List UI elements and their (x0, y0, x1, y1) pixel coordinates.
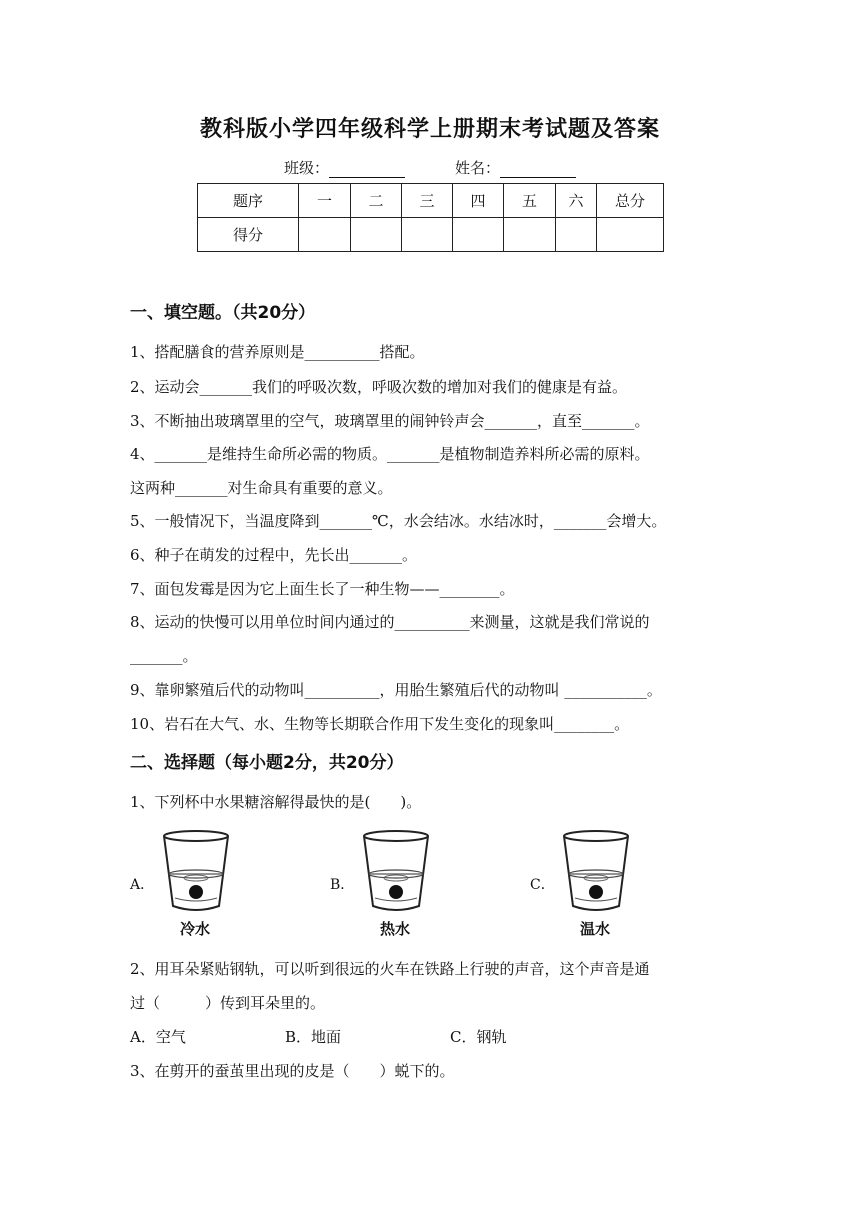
question-line: 1、下列杯中水果糖溶解得最快的是( )。 (130, 793, 422, 811)
score-cell[interactable] (556, 218, 597, 252)
question-line: 2、运动会_______我们的呼吸次数，呼吸次数的增加对我们的健康是有益。 (130, 378, 628, 396)
score-cell[interactable] (351, 218, 402, 252)
option-letter: A． (130, 877, 155, 893)
question-line: 4、_______是维持生命所必需的物质。_______是植物制造养料所必需的原料。 (130, 445, 650, 463)
question-line: 2、用耳朵紧贴钢轨，可以听到很远的火车在铁路上行驶的声音，这个声音是通 (130, 960, 650, 978)
question-line: 6、种子在萌发的过程中，先长出_______。 (130, 546, 418, 564)
score-cell[interactable] (299, 218, 351, 252)
name-label: 姓名： (455, 159, 501, 177)
question-line: _______。 (130, 647, 198, 665)
header-cell: 二 (351, 184, 402, 218)
glass-cup-icon (356, 828, 436, 918)
header-cell: 题序 (198, 184, 299, 218)
score-cell[interactable] (597, 218, 664, 252)
cup-label: 冷水 (179, 920, 210, 938)
header-cell: 六 (556, 184, 597, 218)
glass-cup-icon (556, 828, 636, 918)
question-line: 过（ ）传到耳朵里的。 (130, 994, 326, 1012)
cup-option-a[interactable] (130, 828, 330, 940)
class-label: 班级： (283, 159, 329, 177)
header-cell: 五 (504, 184, 556, 218)
cup-option-b[interactable] (330, 828, 530, 940)
cup-label: 热水 (379, 920, 410, 938)
cup-options (130, 828, 730, 940)
question-line: 1、搭配膳食的营养原则是__________搭配。 (130, 343, 425, 361)
section1-heading: 一、填空题。（共20分） (130, 303, 316, 323)
row-label-cell: 得分 (198, 218, 299, 252)
student-info (0, 157, 860, 178)
header-cell: 三 (402, 184, 453, 218)
class-blank (329, 161, 405, 178)
option-letter: B． (330, 877, 355, 893)
question-line: 7、面包发霉是因为它上面生长了一种生物——________。 (130, 580, 515, 598)
name-blank (500, 161, 576, 178)
header-cell: 一 (299, 184, 351, 218)
header-cell: 四 (453, 184, 504, 218)
question-line: 3、不断抽出玻璃罩里的空气，玻璃罩里的闹钟铃声会_______，直至_______。 (130, 412, 650, 430)
option-c[interactable]: C．钢轨 (450, 1028, 507, 1046)
option-a[interactable]: A．空气 (130, 1028, 186, 1046)
header-cell: 总分 (597, 184, 664, 218)
option-b[interactable]: B．地面 (285, 1028, 342, 1046)
page-title: 教科版小学四年级科学上册期末考试题及答案 (199, 117, 660, 142)
question-line: 这两种_______对生命具有重要的意义。 (130, 479, 393, 497)
question-line: 9、靠卵繁殖后代的动物叫__________，用胎生繁殖后代的动物叫 ___________。 (130, 681, 662, 699)
score-cell[interactable] (504, 218, 556, 252)
question-line: 8、运动的快慢可以用单位时间内通过的__________来测量，这就是我们常说的 (130, 613, 650, 631)
question-line: 3、在剪开的蚕茧里出现的皮是（ ）蜕下的。 (130, 1062, 455, 1080)
score-cell[interactable] (453, 218, 504, 252)
score-table-score-row (198, 218, 664, 252)
section2-heading: 二、选择题（每小题2分，共20分） (130, 753, 404, 773)
score-table-header-row (198, 184, 664, 218)
option-letter: C． (530, 877, 555, 893)
cup-option-c[interactable] (530, 828, 730, 940)
score-table (197, 183, 664, 252)
score-cell[interactable] (402, 218, 453, 252)
glass-cup-icon (156, 828, 236, 918)
question-line: 10、岩石在大气、水、生物等长期联合作用下发生变化的现象叫________。 (130, 715, 630, 733)
cup-label: 温水 (579, 920, 610, 938)
question-line: 5、一般情况下，当温度降到_______℃，水会结冰。水结冰时，_______会增大。 (130, 512, 667, 530)
